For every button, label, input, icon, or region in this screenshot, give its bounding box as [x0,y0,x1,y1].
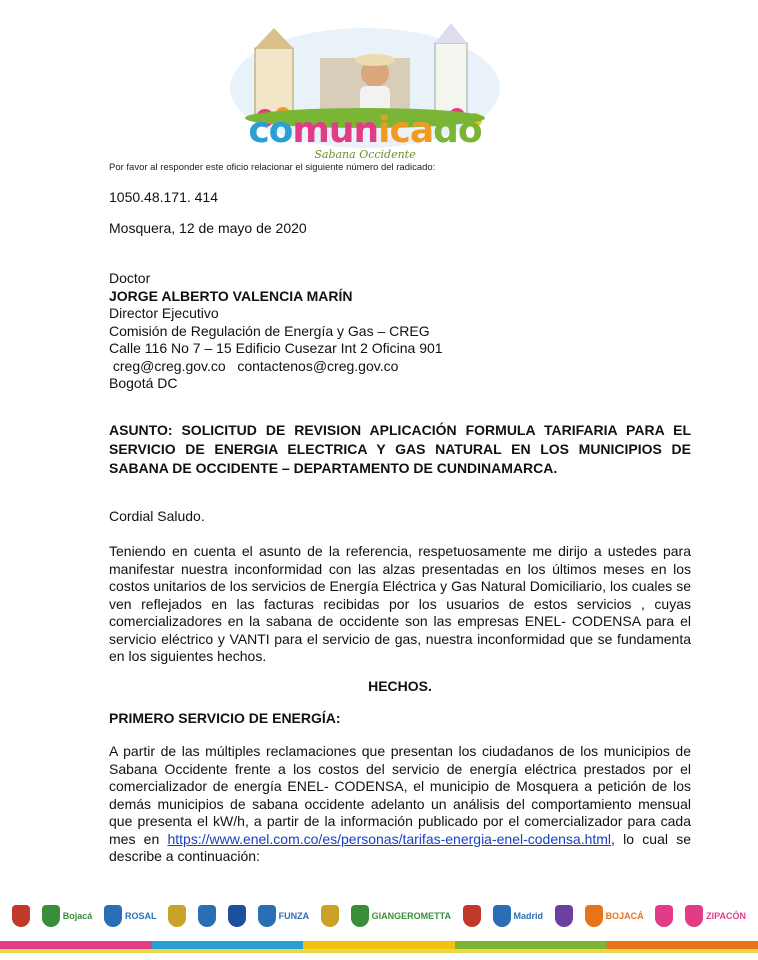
recipient-emails: creg@creg.gov.co contactenos@creg.gov.co [109,357,399,374]
footer-color-bar [0,941,758,949]
recipient-position: Director Ejecutivo [109,305,219,321]
recipient-address: Calle 116 No 7 – 15 Edificio Cusezar Int 2 Oficina 901 [109,340,443,356]
shield-icon [228,905,246,927]
municipality-logos [12,898,746,934]
radicado-number: 1050.48.171. 414 [109,189,218,205]
recipient-city: Bogotá DC [109,375,178,391]
municipality-logo-4 [168,905,186,927]
municipality-logo-label: Bojacá [62,911,93,921]
paragraph-energy-text: A partir de las múltiples reclamaciones que presentan los ciudadanos de los municipios de Sabana Occidente frente a los costos del servicio de energía eléctrica prestados por el comercializador de energía ENEL- CODENSA, el municipio de Mosquera a petición de los demás municipios de sabana occidente adelanto un análisis del comportamiento mensual que presenta el kW/h, a partir de la información publicado por el comercializador para cada mes en [109,743,691,847]
footer-yellow-bar [0,949,758,953]
shield-icon [351,905,369,927]
wordmark-part-2: mun [292,110,379,151]
greeting: Cordial Saludo. [109,508,205,524]
radicado-notice: Por favor al responder este oficio relacionar el siguiente número del radicado: [109,162,436,173]
municipality-logo-11 [493,905,544,927]
shield-icon [168,905,186,927]
municipality-logo-label: ROSAL [125,911,157,921]
enel-tariff-link[interactable]: https://www.enel.com.co/es/personas/tarifas-energia-enel-codensa.html [167,830,612,847]
church-left-roof [255,28,293,48]
recipient-block [109,270,443,393]
shield-icon [463,905,481,927]
municipality-logo-9 [351,905,451,927]
comunicado-wordmark [225,110,505,151]
shield-icon [655,905,673,927]
municipality-logo-14 [655,905,673,927]
section-title [0,678,758,694]
shield-icon [685,905,703,927]
church-left [255,48,293,118]
shield-icon [585,905,603,927]
shield-icon [198,905,216,927]
church-right-roof [435,23,467,43]
municipality-logo-label: Madrid [513,911,544,921]
municipality-logo-label: ZIPACÓN [706,911,746,921]
paragraph-energy [109,743,691,866]
subbrand: Sabana Occidente [314,148,416,161]
municipality-logo-label: FUNZA [278,911,310,921]
municipality-logo-15 [685,905,746,927]
shield-icon [321,905,339,927]
municipality-logo-8 [321,905,339,927]
municipality-logo-6 [228,905,246,927]
municipality-logo-label: GIANGEROMETTA [371,911,451,921]
hat [355,54,395,66]
recipient-name: JORGE ALBERTO VALENCIA MARÍN [109,287,353,304]
municipality-logo-7 [258,905,310,927]
recipient-salutation: Doctor [109,270,151,286]
subject: ASUNTO: SOLICITUD DE REVISION APLICACIÓN FORMULA TARIFARIA PARA EL SERVICIO DE ENERGIA ELECTRICA Y GAS NATURAL EN LOS MUNICIPIOS DE SABANA DE OCCIDENTE – DEPARTAMENTO DE CUNDINAMARCA. [109,422,691,476]
municipality-logo-2 [42,905,93,927]
shield-icon [555,905,573,927]
municipality-logo-13 [585,905,644,927]
wordmark-part-4: do [433,110,482,151]
municipality-logo-3 [104,905,157,927]
paragraph-intro: Teniendo en cuenta el asunto de la referencia, respetuosamente me dirijo a ustedes para manifestar nuestra inconformidad con las alzas presentadas en los últimos meses en los costos unitarios de los servicios de Energía Eléctrica y Gas Natural Domiciliario, los cuales se ven reflejados en las facturas recibidas por los usuarios de estos servicios , cuyas comercializadores en la sabana de occidente son las empresas ENEL- CODENSA para el servicio eléctrico y VANTI para el servicio de gas, nuestra inconformidad que se fundamenta en los siguientes hechos. [109,543,691,664]
shield-icon [493,905,511,927]
section-title-text: HECHOS. [368,678,432,694]
wordmark-part-1: co [248,110,293,151]
recipient-organization: Comisión de Regulación de Energía y Gas – CREG [109,322,430,339]
subsection-title: PRIMERO SERVICIO DE ENERGÍA: [109,710,341,726]
place-date: Mosquera, 12 de mayo de 2020 [109,220,307,236]
shield-icon [258,905,276,927]
shield-icon [104,905,122,927]
municipality-logo-12 [555,905,573,927]
municipality-logo-1 [12,905,30,927]
paragraph-energy-tail: , lo cual se describe a continuación: [109,830,691,864]
shield-icon [42,905,60,927]
municipality-logo-10 [463,905,481,927]
municipality-logo-label: BOJACÁ [605,911,644,921]
wordmark-part-3: ica [378,110,434,151]
shield-icon [12,905,30,927]
municipality-logo-5 [198,905,216,927]
